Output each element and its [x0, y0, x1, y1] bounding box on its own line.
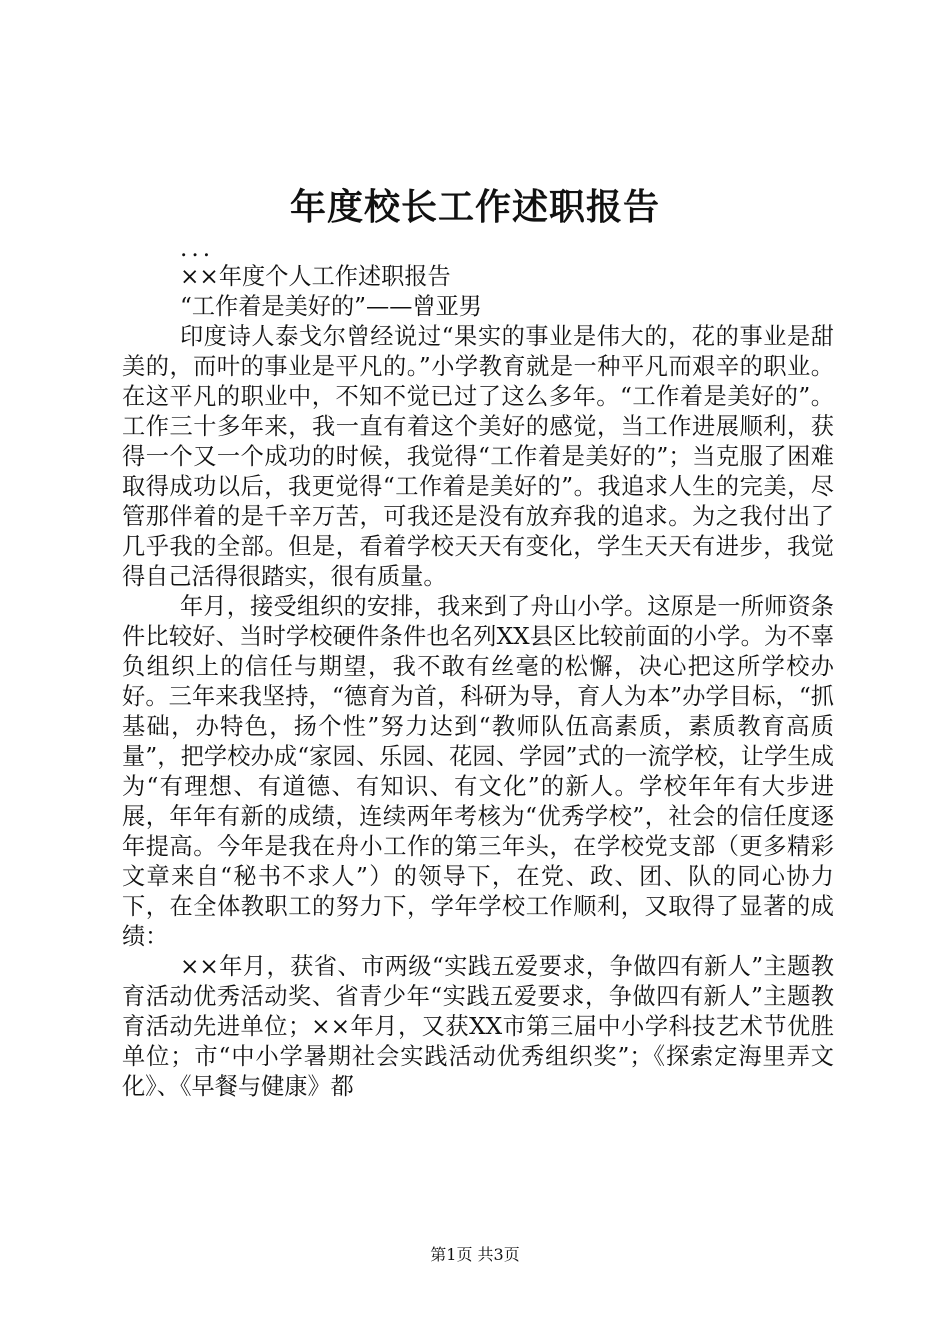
paragraph-school: 年月，接受组织的安排，我来到了舟山小学。这原是一所师资条件比较好、当时学校硬件条件也名列XX县区比较前面的小学。为不辜负组织上的信任与期望，我不敢有丝毫的松懈，决心把这所学校办好。三年来我坚持，“德育为首，科研为导，育人为本”办学目标，“抓基础，办特色，扬个性”努力达到“教师队伍高素质，素质教育高质量”，把学校办成“家园、乐园、花园、学园”式的一流学校，让学生成为“有理想、有道德、有知识、有文化”的新人。学校年年有大步进展，年年有新的成绩，连续两年考核为“优秀学校”，社会的信任度逐年提高。今年是我在舟小工作的第三年头，在学校党支部（更多精彩文章来自“秘书不求人”）的领导下，在党、政、团、队的同心协力下，在全体教职工的努力下，学年学校工作顺利，又取得了显著的成绩：: [122, 593, 834, 950]
paragraph-awards: ××年月，获省、市两级“实践五爱要求，争做四有新人”主题教育活动优秀活动奖、省青少年“实践五爱要求，争做四有新人”主题教育活动先进单位；××年月，又获XX市第三届中小学科技艺术节优胜单位；市“中小学暑期社会实践活动优秀组织奖”；《探索定海里弄文化》、《早餐与健康》都: [122, 953, 834, 1100]
paragraph-intro: 印度诗人泰戈尔曾经说过“果实的事业是伟大的，花的事业是甜美的，而叶的事业是平凡的。”小学教育就是一种平凡而艰辛的职业。在这平凡的职业中，不知不觉已过了这么多年。“工作着是美好的”。工作三十多年来，我一直有着这个美好的感觉，当工作进展顺利，获得一个又一个成功的时候，我觉得“工作着是美好的”；当克服了困难取得成功以后，我更觉得“工作着是美好的”。我追求人生的完美，尽管那伴着的是千辛万苦，可我还是没有放弃我的追求。为之我付出了几乎我的全部。但是，看着学校天天有变化，学生天天有进步，我觉得自己活得很踏实，很有质量。: [122, 323, 834, 590]
report-motto: “工作着是美好的”——曾亚男: [180, 293, 482, 320]
report-subtitle: ××年度个人工作述职报告: [180, 263, 451, 290]
document-title: 年度校长工作述职报告: [289, 186, 660, 228]
page-number: 第1页 共3页: [430, 1245, 520, 1264]
ellipsis-line: ...: [180, 235, 215, 262]
document-body: [122, 236, 834, 1102]
